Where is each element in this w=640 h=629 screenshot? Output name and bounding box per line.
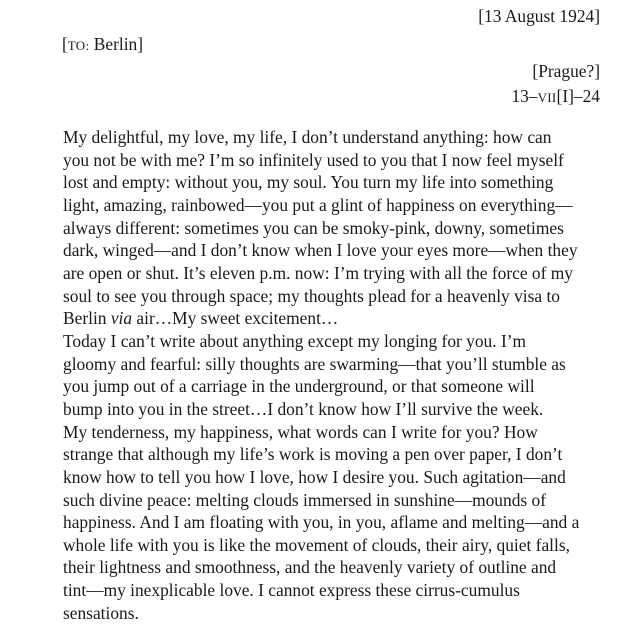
paragraph-line: bump into you in the street…I don’t know how I’ll survive the week.: [63, 398, 544, 419]
paragraph-line: strange that although my life’s work is moving a pen over paper, I don’t: [63, 444, 563, 465]
paragraph-line: you jump out of a carriage in the underground, or that someone will: [63, 376, 535, 397]
paragraph-line: happiness. And I am floating with you, in you, aflame and melting—and a: [63, 512, 580, 533]
paragraph-line: are open or shut. It’s eleven p.m. now: I’m trying with all the force of my: [63, 262, 573, 283]
paragraph-line: soul to see you through space; my thoughts plead for a heavenly visa to: [63, 285, 560, 306]
text-run: air…My sweet excitement…: [132, 308, 339, 329]
paragraph-line: know how to tell you how I love, how I desire you. Such agitation—and: [63, 466, 566, 487]
paragraph-line: light, amazing, rainbowed—you put a glint of happiness on everything—: [63, 194, 573, 215]
paragraph-line-last: [41, 307, 601, 330]
letter-date-code: [511, 86, 600, 107]
letter-body: [41, 126, 601, 624]
text-run: Berlin: [63, 308, 111, 329]
paragraph-line: their lightness and smoothness, and the heavenly variety of outline and: [63, 557, 557, 578]
recipient-line: [62, 34, 143, 55]
paragraph-line: Today I can’t write about anything except my longing for you. I’m: [63, 330, 527, 351]
paragraph-line: you not be with me? I’m so infinitely used to you that I now feel myself: [63, 149, 564, 170]
date-code-year: –24: [573, 86, 600, 106]
recipient-prefix: TO:: [67, 38, 90, 53]
letter-place: [Prague?]: [532, 61, 600, 81]
paragraph-line: gloomy and fearful: silly thoughts are swarming—that you’ll stumble as: [63, 353, 566, 374]
paragraph-line: always different: sometimes you can be smoky-pink, downy, sometimes: [63, 217, 564, 238]
paragraph-line: dark, winged—and I don’t know when I love your eyes more—when they: [63, 240, 578, 261]
paragraph-line: sensations.: [63, 602, 139, 623]
letter-date: [13 August 1924]: [478, 6, 600, 26]
recipient-place: Berlin]: [89, 34, 144, 54]
paragraph-line: tint—my inexplicable love. I cannot express these cirrus-cumulus: [63, 580, 520, 601]
paragraph-2: [41, 330, 601, 421]
italic-text: via: [110, 308, 133, 329]
date-code-month-extra: [I]: [556, 86, 574, 106]
paragraph-1: [41, 126, 601, 330]
recipient-bracket: [: [62, 34, 68, 54]
paragraph-line: such divine peace: melting clouds immersed in sunshine—mounds of: [63, 489, 546, 510]
date-code-month: VII: [537, 90, 557, 105]
paragraph-line: My delightful, my love, my life, I don’t understand anything: how can: [63, 127, 552, 147]
paragraph-line: lost and empty: without you, my soul. You turn my life into something: [63, 172, 554, 193]
paragraph-line: whole life with you is like the movement of clouds, their airy, quiet falls,: [63, 534, 570, 555]
date-code-day: 13–: [511, 86, 538, 106]
paragraph-3: [41, 421, 601, 625]
paragraph-line: My tenderness, my happiness, what words can I write for you? How: [63, 421, 538, 442]
